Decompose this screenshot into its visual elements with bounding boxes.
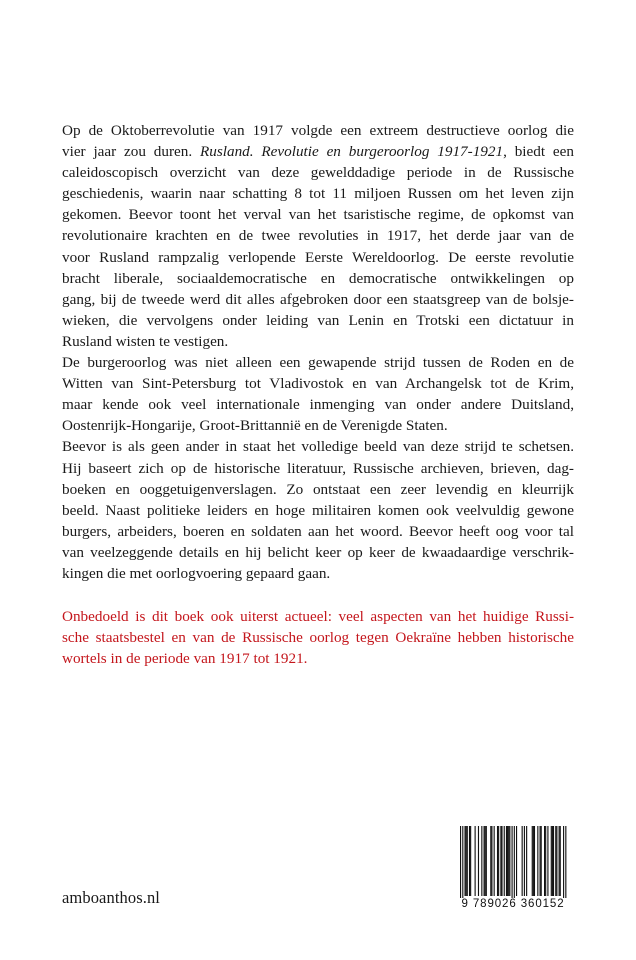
text-line [62,247,574,268]
text-run: Onbedoeld is dit boek ook uiterst actueel: veel aspecten van het huidige Russi- [62,608,574,626]
text-line [62,521,574,542]
blurb-paragraphs [62,120,574,584]
text-run: Hij baseert zich op de historische literatuur, Russische archieven, brieven, dag- [62,459,574,477]
blurb-paragraph [62,120,574,352]
text-line [62,436,574,457]
text-run: gekomen. Beevor toont het verval van het tsaristische regime, de opkomst van [62,206,574,224]
barcode-bar [540,826,541,896]
text-line [62,331,574,352]
text-run: wieken, die vervolgens onder leiding van Lenin en Trotski een dictatuur in [62,311,574,329]
blurb-paragraph [62,352,574,436]
barcode-bar [553,826,554,896]
highlight-paragraph [62,606,574,669]
barcode-bar [460,826,461,898]
text-run: bracht liberale, sociaaldemocratische en democratische ontwikkelingen op [62,269,574,287]
text-line [62,394,574,415]
barcode-bar [563,826,564,898]
text-run: maar kende ook veel internationale inmenging van onder andere Duitsland, [62,396,574,414]
barcode-bar [494,826,495,896]
barcode-bar [507,826,508,896]
barcode-bar [504,826,505,896]
text-line [62,563,574,584]
text-run: Op de Oktoberrevolutie van 1917 volgde een extreem destructieve oorlog die [62,122,574,139]
text-line [62,310,574,331]
text-run: geschiedenis, waarin naar schatting 8 tot 11 miljoen Russen om het leven zijn [62,185,574,203]
barcode-bar [509,826,510,896]
text-run: burgers, arbeiders, boeren en soldaten aan het woord. Beevor heeft oog voor tal [62,522,574,540]
barcode-bar [547,826,548,896]
barcode-bar [552,826,553,896]
barcode-bar [466,826,467,896]
barcode-bar [533,826,534,896]
barcode-bar [532,826,533,896]
text-run: Witten van Sint-Petersburg tot Vladivostok en van Archangelsk tot de Krim, [62,375,574,393]
blurb [62,120,574,669]
barcode-bar [484,826,485,896]
barcode-bar [565,826,566,898]
barcode-bar [508,826,509,896]
text-line [62,479,574,500]
text-run: revolutionaire krachten en de twee revoluties in 1917, het derde jaar van de [62,227,574,245]
barcode-bar [541,826,542,896]
text-run: vier jaar zou duren. [62,143,200,161]
text-line [62,542,574,563]
text-run: sche staatsbestel en van de Russische oorlog tegen Oekraïne hebben historische [62,629,574,647]
isbn-number: 9 789026 360152 [461,898,565,910]
text-run: De burgeroorlog was niet alleen een gewapende strijd tussen de Roden en de [62,354,574,372]
text-line [62,352,574,373]
barcode-bar [560,826,561,896]
text-line [62,141,574,162]
blurb-paragraph [62,436,574,584]
barcode-bar [551,826,552,896]
barcode-bar [512,826,513,898]
barcode-bar [491,826,492,896]
barcode-bar [544,826,545,896]
text-run: Rusland wisten te vestigen. [62,332,229,350]
text-line [62,500,574,521]
text-line [62,120,574,141]
isbn-barcode [452,826,574,916]
text-run: boeken en ooggetuigenverslagen. Zo ontstaat een zeer levendig en kleurrijk [62,480,574,498]
text-line [62,289,574,310]
text-run: kingen die met oorlogvoering gepaard gaan. [62,564,331,582]
text-run: , biedt een [503,143,574,161]
barcode-bar [478,826,479,896]
barcode-bar [514,826,515,898]
barcode-bar [481,826,482,896]
barcode-bar [490,826,491,896]
barcode-bar [526,826,527,896]
text-run: voor Rusland rampzalig verlopende Eerste Wereldoorlog. De eerste revolutie [62,248,574,266]
barcode-bar [469,826,470,896]
text-line [62,458,574,479]
barcode-bar [486,826,487,896]
barcode-bar [556,826,557,896]
text-line [62,648,574,669]
text-run: Oostenrijk-Hongarije, Groot-Brittannië en de Verenigde Staten. [62,417,448,435]
barcode-bar [467,826,468,896]
barcode-bar [497,826,498,896]
publisher-url: amboanthos.nl [62,888,160,907]
book-title: Rusland. Revolutie en burgeroorlog 1917-1921 [199,143,504,161]
text-run: Beevor is als geen ander in staat het volledige beeld van deze strijd te schetsen. [62,438,574,456]
text-run: beeld. Naast politieke leiders en hoge militairen komen ook veelvuldig gewone [62,501,574,519]
barcode-bar [464,826,465,896]
text-run: gang, bij de tweede werd dit alles afgebroken door een staatsgreep van de bolsje- [62,290,574,308]
barcode-bar [534,826,535,896]
barcode-bar [498,826,499,896]
text-line [62,373,574,394]
text-line [62,606,574,627]
text-run: wortels in de periode van 1917 tot 1921. [62,650,308,668]
text-line [62,627,574,648]
text-line [62,268,574,289]
text-run: van veelzeggende details en hij belicht keer op keer de kwaadaardige verschrik- [62,543,574,561]
barcode-bar [475,826,476,896]
text-line [62,162,574,183]
barcode-bar [555,826,556,896]
barcode-bar [500,826,501,896]
barcode-bar [522,826,523,896]
text-run: caleidoscopisch overzicht van deze gewelddadige periode in de Russische [62,164,574,182]
barcode-bar [485,826,486,896]
text-line [62,415,574,436]
barcode-bars [452,826,574,898]
barcode-bar [559,826,560,896]
text-line [62,204,574,225]
barcode-bar [524,826,525,896]
barcode-bar [470,826,471,896]
barcode-bar [462,826,463,898]
text-line [62,183,574,204]
barcode-bar [501,826,502,896]
barcode-bar [545,826,546,896]
barcode-bar [506,826,507,896]
text-line [62,225,574,246]
barcode-bar [537,826,538,896]
barcode-bar [516,826,517,896]
